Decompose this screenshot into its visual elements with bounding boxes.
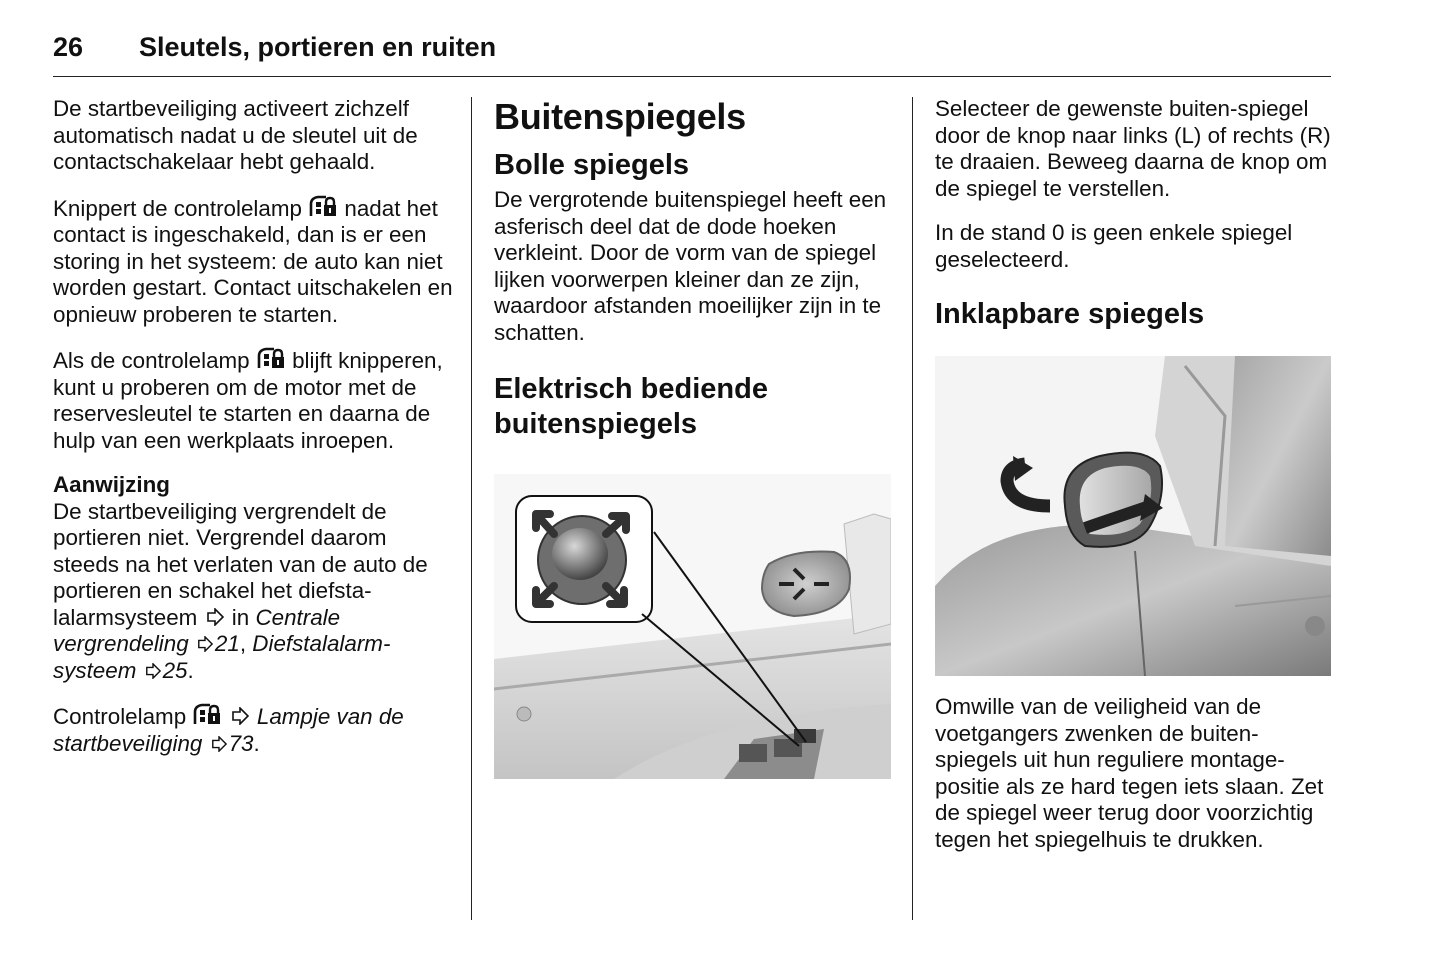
text: blijft knipperen, kunt u proberen om de motor met de reservesleutel te starten en daarna de hulp van een werkplaats inroepen. [53,348,443,453]
page-reference-arrow-icon [197,636,213,652]
cross-reference-link[interactable]: Centrale vergrendeling [53,604,341,656]
folding-mirror-illustration [935,356,1331,676]
text: Als de controlelamp [53,348,250,373]
section-title: Buitenspiegels [494,96,746,137]
paragraph: De startbeveiliging activeert zichzelf automatisch nadat u de sleutel uit de contactschakelaar hebt gehaald. [53,96,418,174]
immobiliser-lamp-icon [192,702,222,726]
page-reference-arrow-icon [211,736,227,752]
page-header [53,30,1331,77]
page-reference[interactable]: 21 [214,631,240,656]
page-reference[interactable]: 25 [162,657,188,683]
text: . [187,657,194,683]
note-heading: Aanwijzing [53,472,170,497]
text: Controlelamp [53,704,187,729]
subsection-heading: Inklapbare spiegels [935,298,1205,330]
subsection-heading: Elektrisch bediende buitenspiegels [494,373,768,440]
paragraph: In de stand 0 is geen enkele spiegel geselecteerd. [935,220,1293,272]
chapter-title: Sleutels, portieren en ruiten [139,32,497,62]
paragraph [53,346,453,454]
note-paragraph [53,499,453,685]
cross-reference-link[interactable]: Lampje van de startbeveiliging [53,704,404,756]
text: De startbeveiliging vergrendelt de portieren niet. Vergrendel daarom steeds na het verlaten van de auto de portieren en schakel het diefsta-lalarmsysteem [53,498,428,630]
column-middle [494,96,894,779]
page-number: 26 [53,32,84,62]
mirror-control-illustration [494,474,891,779]
column-divider [471,97,472,920]
text: Knippert de controlelamp [53,195,302,221]
immobiliser-lamp-icon [308,194,338,218]
subsection-heading: Bolle spiegels [494,149,690,181]
page-reference-arrow-icon [206,608,224,626]
paragraph: Selecteer de gewenste buiten-spiegel door de knop naar links (L) of rechts (R) te draaien. Beweeg daarna de knop om de spiegel te verstellen. [935,96,1331,201]
column-right [935,96,1335,871]
door-panel-drawing [494,474,891,779]
paragraph: De vergrotende buitenspiegel heeft een asferisch deel dat de dode hoeken verkleint. Door de vorm van de spiegel lijken voorwerpen kleiner dan ze zijn, waardoor afstanden moeilijker zijn in te schatten. [494,187,887,345]
paragraph [53,702,453,757]
paragraph [53,194,453,329]
page-reference-arrow-icon [231,707,249,725]
text: . [253,730,260,756]
column-divider [912,97,913,920]
page-reference[interactable]: 73 [228,730,254,756]
text: nadat het contact is ingeschakeld, dan is er een storing in het systeem: de auto kan niet worden gestart. Contact uitschakelen en opnieuw proberen te starten. [53,195,453,327]
immobiliser-lamp-icon [256,346,286,370]
paragraph: Omwille van de veiligheid van de voetgangers zwenken de buiten-spiegels uit hun reguliere montage-positie als ze hard tegen iets slaan. Zet de spiegel weer terug door voorzichtig tegen het spiegelhuis te drukken. [935,694,1324,852]
cross-reference-link[interactable]: Diefstalalarm-systeem [53,631,391,683]
folding-mirror-drawing [935,356,1331,676]
page-reference-arrow-icon [145,663,161,679]
text: , [239,631,247,656]
text: in [231,604,250,630]
column-left [53,96,453,775]
